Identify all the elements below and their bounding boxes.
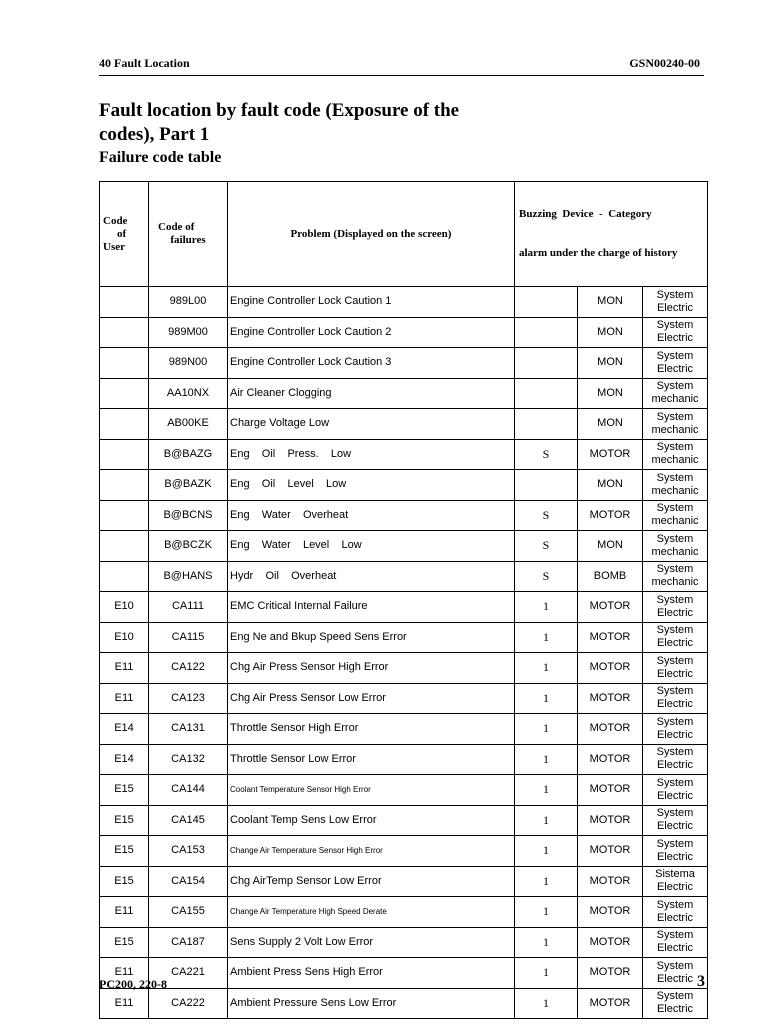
- header-failure-code-line: failures: [170, 234, 206, 246]
- cell-user-code: [100, 287, 149, 318]
- table-row: [100, 897, 708, 928]
- cell-category: [643, 531, 708, 562]
- category-line: Electric: [656, 850, 694, 863]
- cell-failure-code: 989M00: [149, 317, 228, 348]
- category-line: Electric: [656, 881, 694, 894]
- cell-device: MOTOR: [578, 927, 643, 958]
- cell-buzzing-alarm: 1: [515, 836, 578, 867]
- table-row: [100, 317, 708, 348]
- cell-failure-code: CA222: [149, 988, 228, 1019]
- cell-category: [643, 866, 708, 897]
- cell-buzzing-alarm: 1: [515, 744, 578, 775]
- cell-device: MON: [578, 287, 643, 318]
- cell-user-code: [100, 378, 149, 409]
- cell-buzzing-alarm: 1: [515, 653, 578, 684]
- table-row: [100, 683, 708, 714]
- category-line: System: [656, 471, 694, 484]
- cell-user-code: [100, 439, 149, 470]
- header-document-number: GSN00240-00: [629, 56, 700, 70]
- table-row: [100, 836, 708, 867]
- cell-problem: Ambient Press Sens High Error: [228, 958, 515, 989]
- cell-category: [643, 775, 708, 806]
- category-line: Electric: [656, 820, 694, 833]
- cell-buzzing-alarm: [515, 409, 578, 440]
- category-line: Electric: [656, 362, 694, 375]
- cell-buzzing-alarm: [515, 378, 578, 409]
- table-row: [100, 988, 708, 1019]
- cell-failure-code: CA144: [149, 775, 228, 806]
- header-divider: [99, 75, 704, 76]
- cell-category: [643, 500, 708, 531]
- table-row: [100, 500, 708, 531]
- category-line: Electric: [656, 789, 694, 802]
- category-line: Electric: [656, 332, 694, 345]
- category-line: Electric: [656, 972, 694, 985]
- cell-device: MOTOR: [578, 866, 643, 897]
- cell-problem: Eng Water Level Low: [228, 531, 515, 562]
- cell-user-code: [100, 531, 149, 562]
- cell-buzzing-alarm: 1: [515, 714, 578, 745]
- cell-device: MOTOR: [578, 500, 643, 531]
- cell-problem: Eng Water Overheat: [228, 500, 515, 531]
- category-line: System: [656, 715, 694, 728]
- cell-user-code: E15: [100, 836, 149, 867]
- category-line: System: [656, 807, 694, 820]
- category-line: Electric: [656, 728, 694, 741]
- category-line: mechanic: [651, 576, 699, 589]
- cell-user-code: [100, 409, 149, 440]
- cell-buzzing-alarm: 1: [515, 775, 578, 806]
- table-row: [100, 622, 708, 653]
- cell-device: MON: [578, 348, 643, 379]
- cell-category: [643, 836, 708, 867]
- cell-buzzing-alarm: 1: [515, 592, 578, 623]
- table-row: [100, 287, 708, 318]
- cell-buzzing-alarm: [515, 470, 578, 501]
- header-buzzing-line: alarm under the charge of history: [519, 247, 678, 259]
- header-failure-code: [149, 182, 228, 287]
- cell-failure-code: AB00KE: [149, 409, 228, 440]
- cell-buzzing-alarm: 1: [515, 958, 578, 989]
- cell-device: MON: [578, 470, 643, 501]
- cell-failure-code: CA115: [149, 622, 228, 653]
- category-line: Electric: [656, 911, 694, 924]
- header-problem: Problem (Displayed on the screen): [228, 182, 515, 287]
- cell-device: MOTOR: [578, 988, 643, 1019]
- table-title: Failure code table: [99, 149, 222, 166]
- cell-problem: Air Cleaner Clogging: [228, 378, 515, 409]
- cell-category: [643, 378, 708, 409]
- cell-failure-code: CA131: [149, 714, 228, 745]
- category-line: Electric: [656, 606, 694, 619]
- cell-device: MON: [578, 378, 643, 409]
- table-row: [100, 958, 708, 989]
- cell-failure-code: B@HANS: [149, 561, 228, 592]
- cell-category: [643, 714, 708, 745]
- header-user-code-line: Code: [103, 214, 128, 227]
- cell-user-code: E15: [100, 805, 149, 836]
- cell-problem: Eng Oil Level Low: [228, 470, 515, 501]
- table-row: [100, 714, 708, 745]
- cell-category: [643, 592, 708, 623]
- cell-problem: Hydr Oil Overheat: [228, 561, 515, 592]
- category-line: mechanic: [651, 484, 699, 497]
- cell-failure-code: CA145: [149, 805, 228, 836]
- table-row: [100, 744, 708, 775]
- cell-failure-code: B@BAZK: [149, 470, 228, 501]
- table-row: [100, 561, 708, 592]
- category-line: System: [656, 898, 694, 911]
- cell-problem: Change Air Temperature High Speed Derate: [228, 897, 515, 928]
- cell-user-code: E15: [100, 866, 149, 897]
- category-line: System: [656, 563, 694, 576]
- cell-problem: Throttle Sensor High Error: [228, 714, 515, 745]
- header-failure-code-line: Code of: [158, 221, 195, 233]
- table-row: [100, 348, 708, 379]
- category-line: mechanic: [651, 454, 699, 467]
- cell-user-code: E14: [100, 714, 149, 745]
- header-user-code-line: User: [103, 240, 125, 253]
- table-row: [100, 531, 708, 562]
- cell-problem: Sens Supply 2 Volt Low Error: [228, 927, 515, 958]
- cell-user-code: [100, 317, 149, 348]
- cell-category: [643, 409, 708, 440]
- cell-category: [643, 561, 708, 592]
- cell-problem: Eng Oil Press. Low: [228, 439, 515, 470]
- category-line: System: [656, 990, 694, 1003]
- cell-user-code: E11: [100, 958, 149, 989]
- cell-failure-code: B@BAZG: [149, 439, 228, 470]
- category-line: mechanic: [651, 423, 699, 436]
- table-row: [100, 378, 708, 409]
- cell-device: BOMB: [578, 561, 643, 592]
- cell-failure-code: 989L00: [149, 287, 228, 318]
- cell-category: [643, 470, 708, 501]
- cell-problem: Throttle Sensor Low Error: [228, 744, 515, 775]
- category-line: Sistema: [655, 868, 695, 881]
- cell-device: MOTOR: [578, 683, 643, 714]
- category-line: System: [656, 837, 694, 850]
- category-line: System: [656, 624, 694, 637]
- cell-buzzing-alarm: S: [515, 439, 578, 470]
- cell-user-code: E14: [100, 744, 149, 775]
- cell-user-code: [100, 500, 149, 531]
- failure-code-table: [99, 181, 708, 1019]
- cell-failure-code: CA122: [149, 653, 228, 684]
- cell-failure-code: CA123: [149, 683, 228, 714]
- cell-category: [643, 927, 708, 958]
- category-line: System: [656, 410, 694, 423]
- category-line: System: [656, 929, 694, 942]
- category-line: System: [656, 746, 694, 759]
- table-row: [100, 927, 708, 958]
- cell-problem: Engine Controller Lock Caution 3: [228, 348, 515, 379]
- category-line: System: [656, 349, 694, 362]
- cell-problem: Ambient Pressure Sens Low Error: [228, 988, 515, 1019]
- cell-device: MOTOR: [578, 744, 643, 775]
- category-line: System: [656, 685, 694, 698]
- cell-problem: Charge Voltage Low: [228, 409, 515, 440]
- category-line: mechanic: [651, 393, 699, 406]
- category-line: System: [656, 380, 694, 393]
- cell-device: MON: [578, 531, 643, 562]
- cell-device: MOTOR: [578, 714, 643, 745]
- category-line: Electric: [656, 759, 694, 772]
- category-line: System: [656, 654, 694, 667]
- category-line: System: [656, 959, 694, 972]
- table-row: [100, 805, 708, 836]
- category-line: mechanic: [651, 515, 699, 528]
- cell-category: [643, 653, 708, 684]
- category-line: Electric: [656, 698, 694, 711]
- cell-category: [643, 287, 708, 318]
- footer-model: PC200, 220-8: [99, 977, 167, 991]
- header-buzzing-line: Buzzing Device - Category: [519, 208, 652, 220]
- cell-device: MOTOR: [578, 439, 643, 470]
- cell-user-code: [100, 561, 149, 592]
- cell-buzzing-alarm: 1: [515, 805, 578, 836]
- cell-device: MOTOR: [578, 775, 643, 806]
- category-line: Electric: [656, 942, 694, 955]
- cell-failure-code: CA221: [149, 958, 228, 989]
- cell-buzzing-alarm: 1: [515, 927, 578, 958]
- cell-buzzing-alarm: S: [515, 500, 578, 531]
- category-line: System: [656, 593, 694, 606]
- category-line: mechanic: [651, 545, 699, 558]
- cell-failure-code: CA153: [149, 836, 228, 867]
- cell-problem: EMC Critical Internal Failure: [228, 592, 515, 623]
- cell-problem: Coolant Temp Sens Low Error: [228, 805, 515, 836]
- cell-user-code: [100, 348, 149, 379]
- cell-device: MON: [578, 409, 643, 440]
- cell-category: [643, 439, 708, 470]
- cell-failure-code: AA10NX: [149, 378, 228, 409]
- cell-category: [643, 317, 708, 348]
- cell-buzzing-alarm: [515, 317, 578, 348]
- cell-problem: Chg Air Press Sensor High Error: [228, 653, 515, 684]
- header-user-code-line: of: [117, 227, 127, 240]
- cell-failure-code: CA154: [149, 866, 228, 897]
- cell-user-code: E11: [100, 683, 149, 714]
- cell-problem: Chg AirTemp Sensor Low Error: [228, 866, 515, 897]
- cell-user-code: [100, 470, 149, 501]
- cell-device: MOTOR: [578, 805, 643, 836]
- cell-device: MOTOR: [578, 897, 643, 928]
- cell-failure-code: CA132: [149, 744, 228, 775]
- cell-user-code: E11: [100, 653, 149, 684]
- cell-category: [643, 988, 708, 1019]
- cell-buzzing-alarm: S: [515, 531, 578, 562]
- table-row: [100, 439, 708, 470]
- cell-buzzing-alarm: 1: [515, 622, 578, 653]
- cell-failure-code: CA111: [149, 592, 228, 623]
- cell-device: MOTOR: [578, 653, 643, 684]
- cell-user-code: E10: [100, 622, 149, 653]
- category-line: System: [656, 502, 694, 515]
- cell-category: [643, 744, 708, 775]
- cell-buzzing-alarm: [515, 348, 578, 379]
- cell-problem: Eng Ne and Bkup Speed Sens Error: [228, 622, 515, 653]
- cell-problem: Coolant Temperature Sensor High Error: [228, 775, 515, 806]
- cell-problem: Engine Controller Lock Caution 1: [228, 287, 515, 318]
- header-user-code: [100, 182, 149, 287]
- header-section-title: 40 Fault Location: [99, 56, 190, 70]
- cell-failure-code: CA155: [149, 897, 228, 928]
- category-line: Electric: [656, 667, 694, 680]
- table-header-row: [100, 182, 708, 287]
- header-buzzing-device-category: [515, 182, 708, 287]
- cell-failure-code: CA187: [149, 927, 228, 958]
- cell-user-code: E11: [100, 988, 149, 1019]
- table-row: [100, 409, 708, 440]
- cell-device: MOTOR: [578, 958, 643, 989]
- cell-buzzing-alarm: 1: [515, 988, 578, 1019]
- table-row: [100, 470, 708, 501]
- cell-buzzing-alarm: 1: [515, 897, 578, 928]
- cell-category: [643, 622, 708, 653]
- cell-problem: Chg Air Press Sensor Low Error: [228, 683, 515, 714]
- cell-device: MOTOR: [578, 622, 643, 653]
- category-line: Electric: [656, 301, 694, 314]
- table-row: [100, 775, 708, 806]
- cell-buzzing-alarm: 1: [515, 866, 578, 897]
- cell-problem: Engine Controller Lock Caution 2: [228, 317, 515, 348]
- category-line: System: [656, 288, 694, 301]
- category-line: System: [656, 441, 694, 454]
- category-line: Electric: [656, 637, 694, 650]
- cell-device: MON: [578, 317, 643, 348]
- category-line: System: [656, 776, 694, 789]
- cell-category: [643, 683, 708, 714]
- cell-problem: Change Air Temperature Sensor High Error: [228, 836, 515, 867]
- cell-user-code: E11: [100, 897, 149, 928]
- cell-user-code: E15: [100, 775, 149, 806]
- cell-failure-code: B@BCNS: [149, 500, 228, 531]
- table-row: [100, 866, 708, 897]
- cell-failure-code: B@BCZK: [149, 531, 228, 562]
- table-row: [100, 653, 708, 684]
- cell-user-code: E15: [100, 927, 149, 958]
- cell-device: MOTOR: [578, 592, 643, 623]
- category-line: System: [656, 319, 694, 332]
- cell-category: [643, 897, 708, 928]
- cell-user-code: E10: [100, 592, 149, 623]
- page-title: Fault location by fault code (Exposure of the codes), Part 1: [99, 100, 460, 145]
- cell-device: MOTOR: [578, 836, 643, 867]
- table-row: [100, 592, 708, 623]
- cell-buzzing-alarm: S: [515, 561, 578, 592]
- cell-category: [643, 805, 708, 836]
- cell-failure-code: 989N00: [149, 348, 228, 379]
- category-line: System: [656, 532, 694, 545]
- cell-category: [643, 348, 708, 379]
- cell-buzzing-alarm: 1: [515, 683, 578, 714]
- cell-buzzing-alarm: [515, 287, 578, 318]
- page-number: 3: [697, 973, 705, 990]
- category-line: Electric: [656, 1003, 694, 1016]
